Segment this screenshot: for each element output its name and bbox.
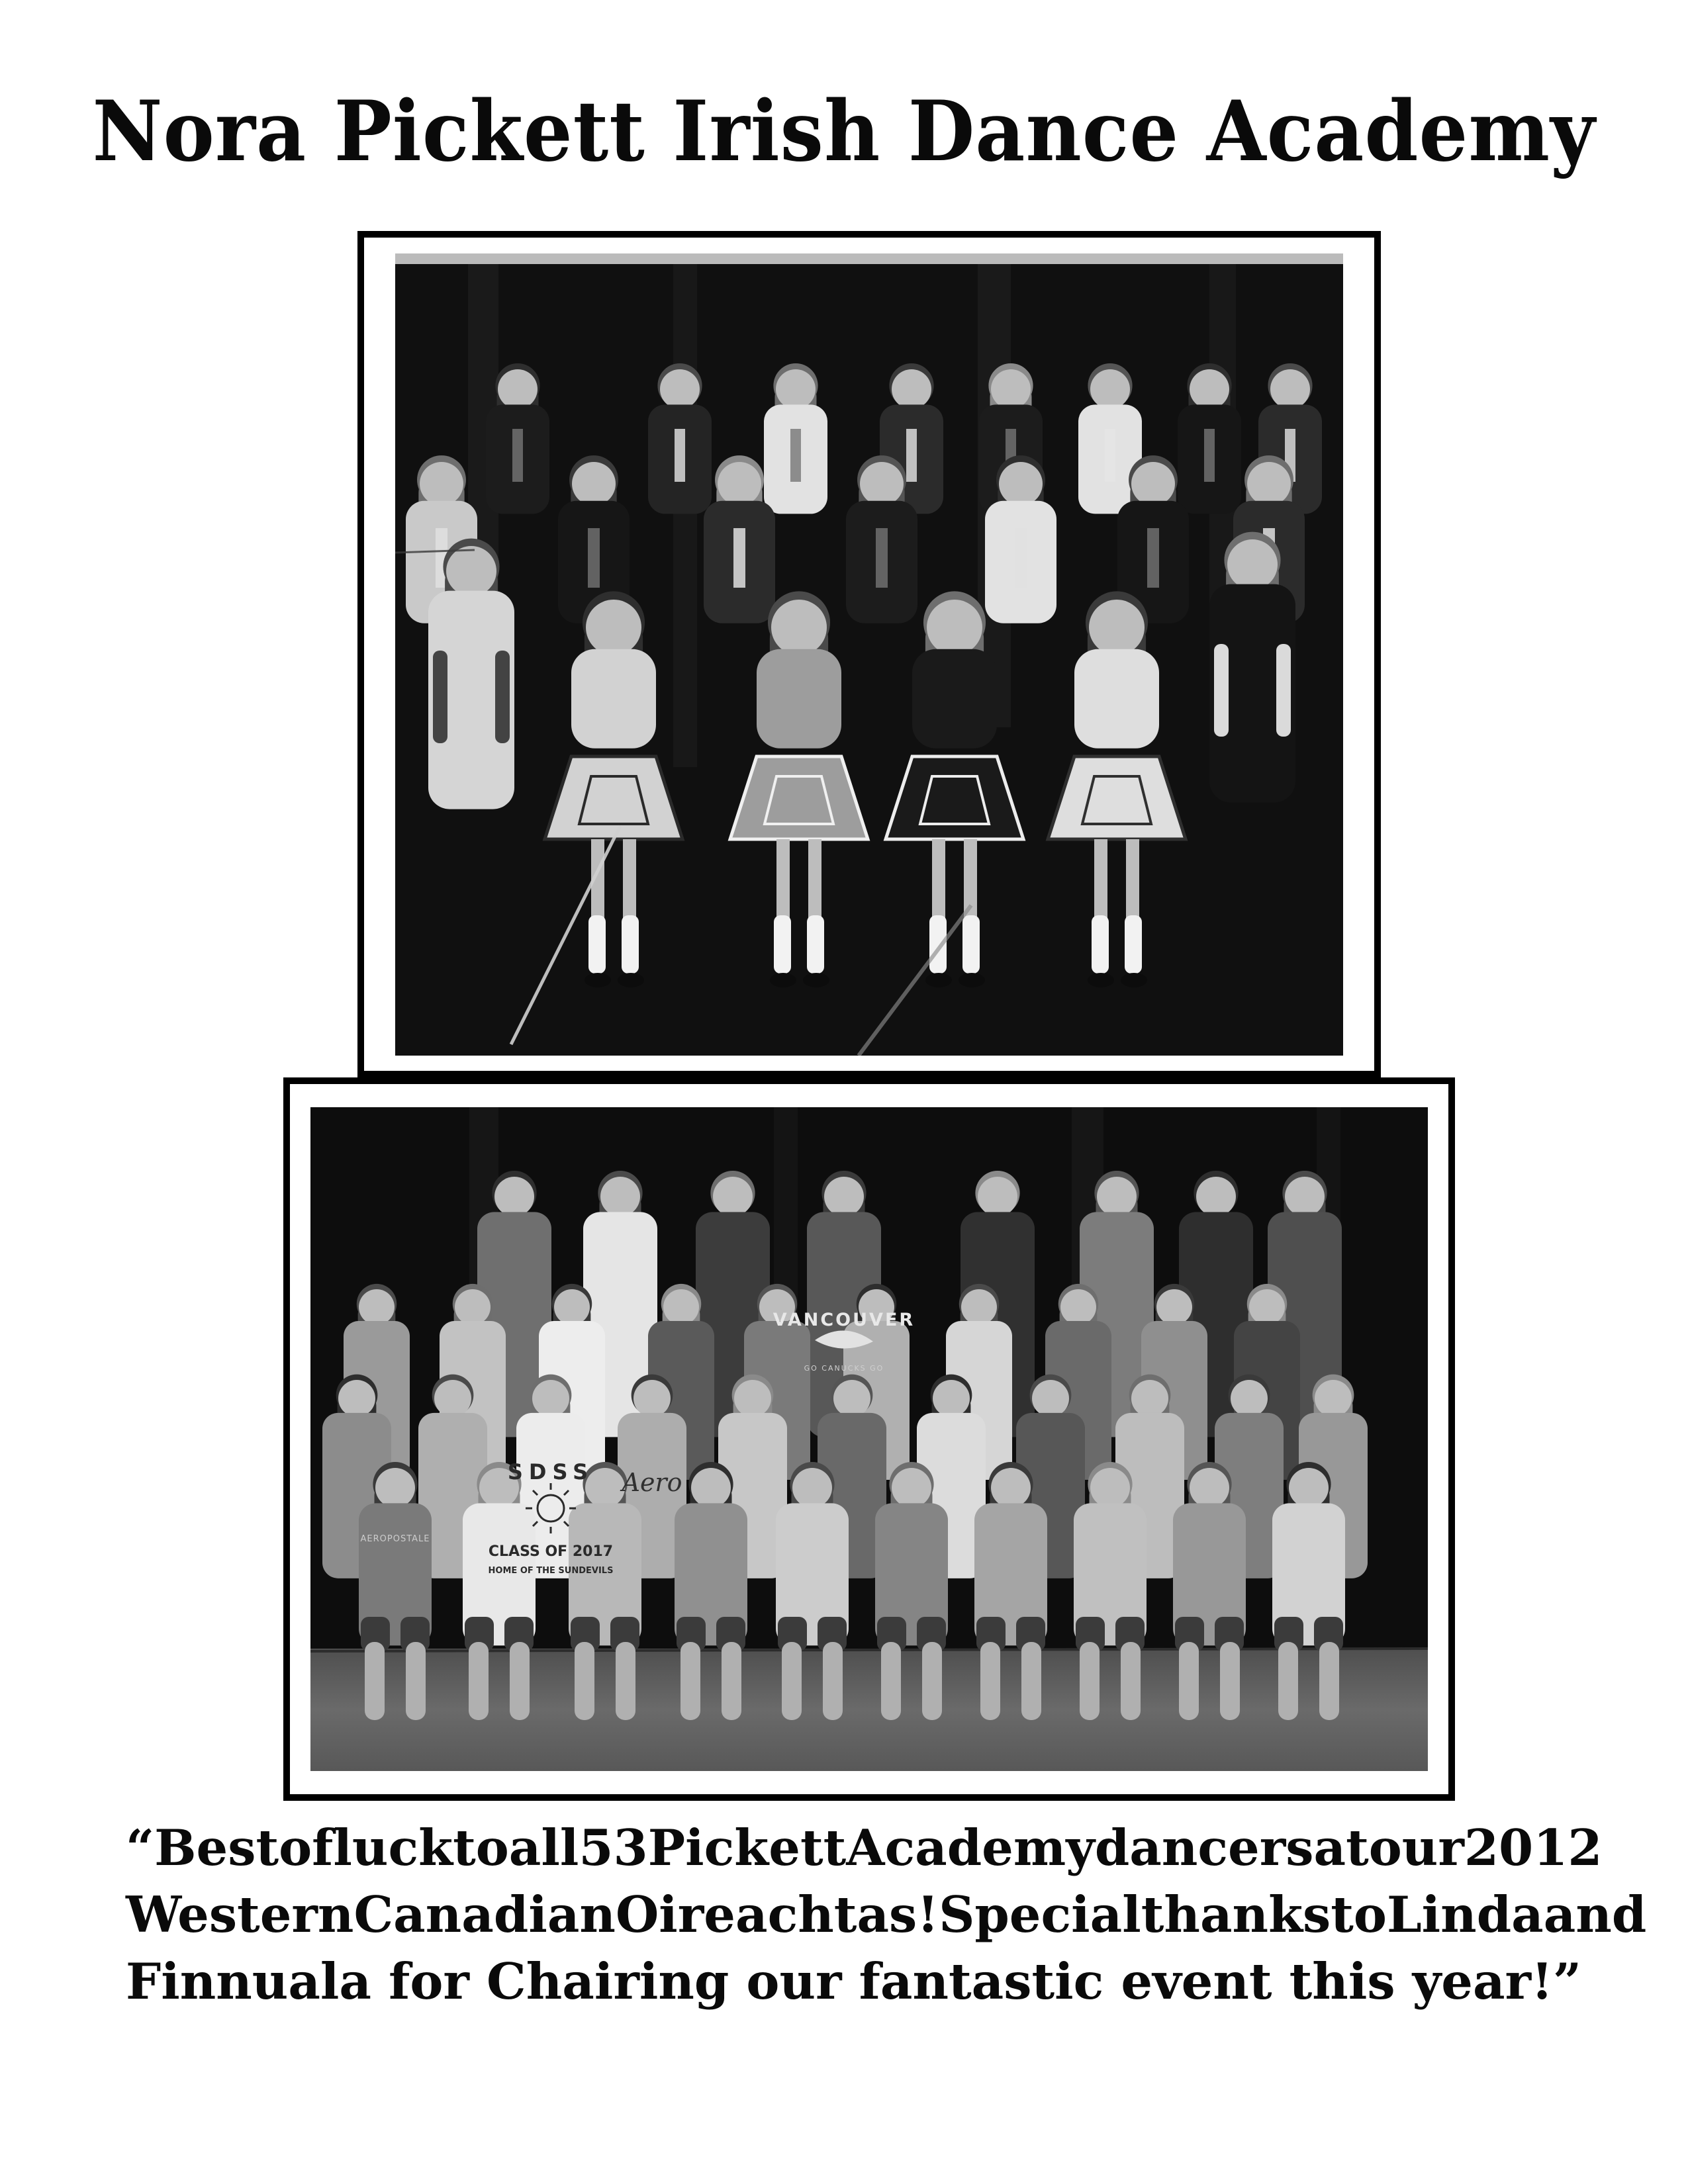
- aero-shirt-text: Aero: [622, 1468, 682, 1497]
- caption-line-1: [126, 1815, 1603, 1882]
- caption-word: to: [453, 1819, 509, 1877]
- caption-word: all: [508, 1819, 579, 1877]
- caption-word: Canadian: [353, 1886, 616, 1944]
- caption-word: Linda: [1386, 1886, 1544, 1944]
- caption-word: our: [1368, 1819, 1464, 1877]
- caption-word: dancers: [1094, 1819, 1314, 1877]
- caption-word: thanks: [1141, 1886, 1331, 1944]
- stage-top-light-band: [395, 253, 1343, 264]
- page-title: Nora Pickett Irish Dance Academy: [92, 83, 1596, 181]
- caption-word: Oireachtas!: [615, 1886, 939, 1944]
- top-photo-frame: [357, 231, 1381, 1077]
- sdss-shirt-text: SDSS: [507, 1459, 594, 1484]
- caption-word: Special: [939, 1886, 1141, 1944]
- caption-word: luck: [333, 1819, 453, 1877]
- caption-word: and: [1543, 1886, 1647, 1944]
- caption-word: of: [279, 1819, 334, 1877]
- bottom-photo-frame: [283, 1077, 1455, 1801]
- go-canucks-go-text: GO CANUCKS GO: [804, 1364, 884, 1373]
- class-of-2017-shirt-text: CLASS OF 2017: [488, 1543, 614, 1560]
- caption-quote: [126, 1815, 1647, 2015]
- home-of-the-sundevils-shirt-text: HOME OF THE SUNDEVILS: [488, 1566, 614, 1576]
- caption-word: Western: [126, 1886, 354, 1944]
- caption-line-3: Finnuala for Chairing our fantastic event this year!”: [126, 1952, 1582, 2011]
- caption-word: 2012: [1464, 1819, 1603, 1877]
- caption-word: “Best: [126, 1819, 279, 1877]
- caption-word: to: [1331, 1886, 1387, 1944]
- top-group-photo-costumed-dancers: [395, 253, 1343, 1056]
- aeropostale-shirt-text: AEROPOSTALE: [360, 1534, 430, 1544]
- vancouver-shirt-text: VANCOUVER: [773, 1310, 915, 1330]
- bottom-group-photo-casual-dancers: [310, 1107, 1428, 1771]
- caption-word: 53: [579, 1819, 648, 1877]
- caption-word: at: [1313, 1819, 1369, 1877]
- caption-line-2: [126, 1882, 1647, 1948]
- caption-word: Pickett: [647, 1819, 847, 1877]
- caption-word: Academy: [846, 1819, 1095, 1877]
